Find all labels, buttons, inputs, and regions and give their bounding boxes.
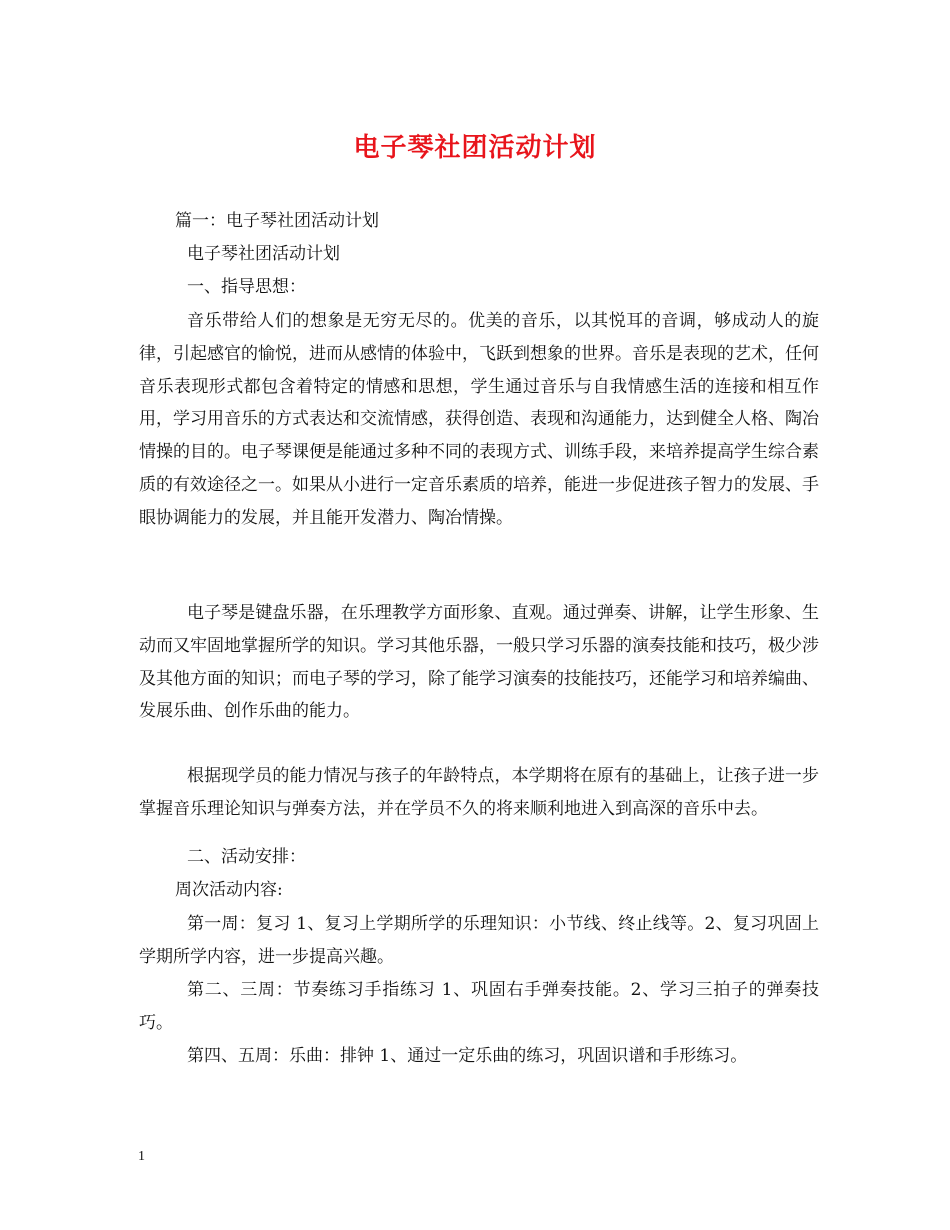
paragraph-music-imagination: 音乐带给人们的想象是无穷无尽的。优美的音乐，以其悦耳的音调，够成动人的旋律，引起感官的愉悦，进而从感情的体验中，飞跃到想象的世界。音乐是表现的艺术，任何音乐表现形式都包含着特定的情感和思想，学生通过音乐与自我情感生活的连接和相互作用，学习用音乐的方式表达和交流情感，获得创造、表现和沟通能力，达到健全人格、陶冶情操的目的。电子琴课便是能通过多种不同的表现方式、训练手段，来培养提高学生综合素质的有效途径之一。如果从小进行一定音乐素质的培养，能进一步促进孩子智力的发展、手眼协调能力的发展，并且能开发潜力、陶冶情操。 <box>139 311 819 528</box>
section-heading-guiding-thought: 一、指导思想： <box>187 277 306 297</box>
chapter-heading: 篇一：电子琴社团活动计划 <box>175 211 379 231</box>
section-heading-activity-arrangement: 二、活动安排： <box>187 847 306 867</box>
page-number: 1 <box>138 1149 145 1164</box>
weekly-item-week4-5: 第四、五周：乐曲：排钟 1、通过一定乐曲的练习，巩固识谱和手形练习。 <box>187 1046 748 1066</box>
paragraph-semester-plan: 根据现学员的能力情况与孩子的年龄特点，本学期将在原有的基础上，让孩子进一步掌握音乐理论知识与弹奏方法，并在学员不久的将来顺利地进入到高深的音乐中去。 <box>139 766 819 819</box>
weekly-content-heading: 周次活动内容: <box>175 880 283 900</box>
document-subtitle: 电子琴社团活动计划 <box>187 244 340 264</box>
document-title: 电子琴社团活动计划 <box>353 133 597 163</box>
paragraph-keyboard-instrument: 电子琴是键盘乐器，在乐理教学方面形象、直观。通过弹奏、讲解，让学生形象、生动而又牢固地掌握所学的知识。学习其他乐器，一般只学习乐器的演奏技能和技巧，极少涉及其他方面的知识；而电子琴的学习，除了能学习演奏的技能技巧，还能学习和培养编曲、发展乐曲、创作乐曲的能力。 <box>139 603 819 722</box>
weekly-item-week2-3: 第二、三周：节奏练习手指练习 1、巩固右手弹奏技能。2、学习三拍子的弹奏技巧。 <box>139 980 819 1033</box>
weekly-item-week1: 第一周：复习 1、复习上学期所学的乐理知识：小节线、终止线等。2、复习巩固上学期所学内容，进一步提高兴趣。 <box>139 914 819 967</box>
